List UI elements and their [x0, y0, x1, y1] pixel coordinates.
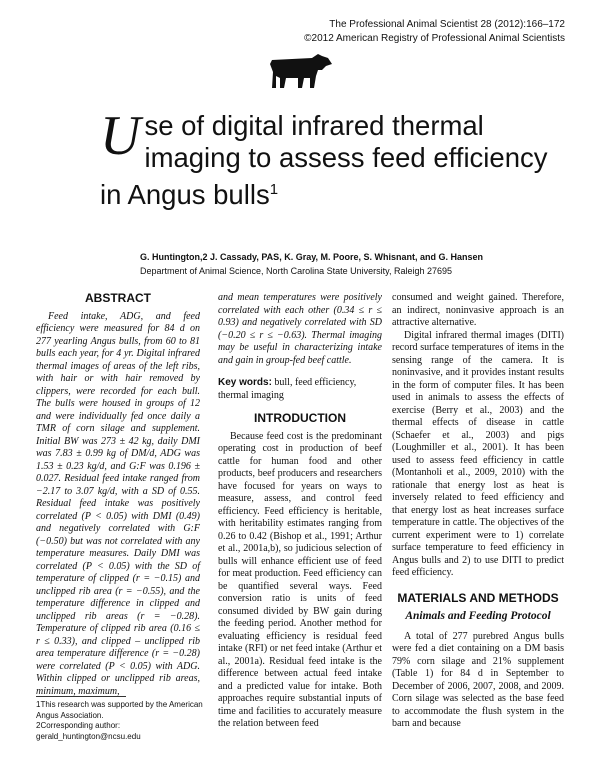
cow-icon [268, 50, 334, 90]
footnote-divider [36, 696, 126, 697]
column-1 [36, 292, 200, 698]
title-dropcap: U [100, 105, 141, 167]
methods-heading: MATERIALS AND METHODS [397, 590, 559, 605]
introduction-paragraph-2: Digital infrared thermal images (DITI) record surface temperatures of items in the sensing range of the camera. It is noninvasive, and it provides instant results in the form of computer files. It has been used in animals to assess the effects of exercise (Berry et al., 2003) and the thermal effects of disease in cattle (Schaefer et al., 2003) and pigs (Loughmiller et al., 2001). It has been used to assess feed efficiency in cattle (Montanholi et al., 2009, 2010) with the rationale that energy lost as heat is inversely related to feed efficiency and that energy lost as heat increases surface temperature in cattle. The objectives of the current experiment were to 1) correlate surface temperature to feed efficiency in Angus bulls and 2) to use DITI to predict feed efficiency. [392, 329, 564, 578]
keywords-text: bull, feed efficiency, thermal imaging [218, 377, 357, 401]
methods-paragraph: A total of 277 purebred Angus bulls were fed a diet containing on a DM basis 79% corn silage and 21% supplement (Table 1) for 84 d in September to December of 2006, 2007, 2008, and 2009. Corn silage was selected as the base feed to accommodate the flush system in the barn and because [392, 630, 564, 729]
abstract-heading: ABSTRACT [85, 291, 151, 305]
introduction-paragraph-continued: consumed and weight gained. Therefore, an indirect, noninvasive approach is an attractive alternative. [392, 292, 564, 328]
footnote-1: 1This research was supported by the American Angus Association. [36, 700, 203, 720]
author-block [140, 250, 580, 278]
author-affiliation: Department of Animal Science, North Carolina State University, Raleigh 27695 [140, 266, 452, 276]
abstract-text: Feed intake, ADG, and feed efficiency were measured for 84 d on 277 yearling Angus bulls, from 60 to 81 bulls each year, for 4 yr. Digital infrared thermal images of areas of the left ribs, with hair or with hair removed by clippers, were recorded for each bull. The bulls were housed in groups of 12 and were individually fed once daily a TMR of corn silage and supplement. Initial BW was 273 ± 42 kg, daily DMI was 7.83 ± 0.99 kg of DM/d, ADG was 1.53 ± 0.23 kg/d, and G:F was 0.196 ± 0.027. Residual feed intake ranged from −2.17 to 3.07 kg/d, with a SD of 0.55. Residual feed intake was positively correlated (P < 0.05) with DMI (0.49) and negatively correlated with G:F (−0.50) but was not correlated with any temperature measures. Daily DMI was correlated (P < 0.05) with the SD of temperature of clipped (r = −0.15) and unclipped rib area (r = −0.55), and the temperature difference in clipped and unclipped rib areas (r = −0.28). Temperature of clipped rib area (0.16 ≤ r ≤ 0.33), and clipped – unclipped rib area temperature difference (r = −0.28) were correlated (P < 0.05) with ADG. Within clipped or unclipped rib areas, minimum, maximum, [36, 310, 200, 697]
introduction-heading: INTRODUCTION [254, 411, 346, 425]
footnote-2: 2Corresponding author: gerald_huntington@ncsu.edu [36, 721, 141, 741]
journal-copyright: ©2012 American Registry of Professional Animal Scientists [304, 33, 565, 44]
footnotes [36, 696, 206, 742]
methods-subheading: Animals and Feeding Protocol [405, 610, 551, 622]
introduction-paragraph: Because feed cost is the predominant operating cost in production of beef cattle for human food and other products, beef producers and researchers have focused for years on ways to measure, assess, and control feed efficiency. Feed efficiency is heritable, with heritability estimates ranging from 0.26 to 0.42 (Bishop et al., 1991; Arthur et al., 2001a,b), so judicious selection of bulls will enhance efficient use of feed for meat production. Feed efficiency can be quantified several ways. Feed conversion ratio is units of feed consumed divided by BW gain during the feeding period. Another method for evaluating efficiency is residual feed intake (RFI) or net feed intake (Arthur et al., 2001a). Residual feed intake is the difference between actual feed intake and a predicted value for intake. Both approaches require substantial inputs of time and facilities to accurately measure the relation between feed [218, 430, 382, 729]
journal-citation: The Professional Animal Scientist 28 (2012):166–172 [329, 19, 565, 30]
column-3 [392, 292, 564, 731]
keywords-label: Key words: [218, 377, 272, 388]
keywords [218, 377, 382, 402]
title-text: se of digital infrared thermal imaging to assess feed efficiency in Angus bulls [100, 110, 548, 211]
article-title [100, 105, 570, 211]
column-2 [218, 292, 382, 731]
journal-header [304, 18, 565, 46]
author-names: G. Huntington,2 J. Cassady, PAS, K. Gray, M. Poore, S. Whisnant, and G. Hansen [140, 252, 484, 262]
abstract-text-continued: and mean temperatures were positively correlated with each other (0.34 ≤ r ≤ 0.93) and negatively correlated with SD (−0.20 ≤ r ≤ −0.63). Thermal imaging may be useful in characterizing intake and gain in group-fed beef cattle. [218, 292, 382, 366]
title-footnote-mark: 1 [269, 181, 279, 198]
